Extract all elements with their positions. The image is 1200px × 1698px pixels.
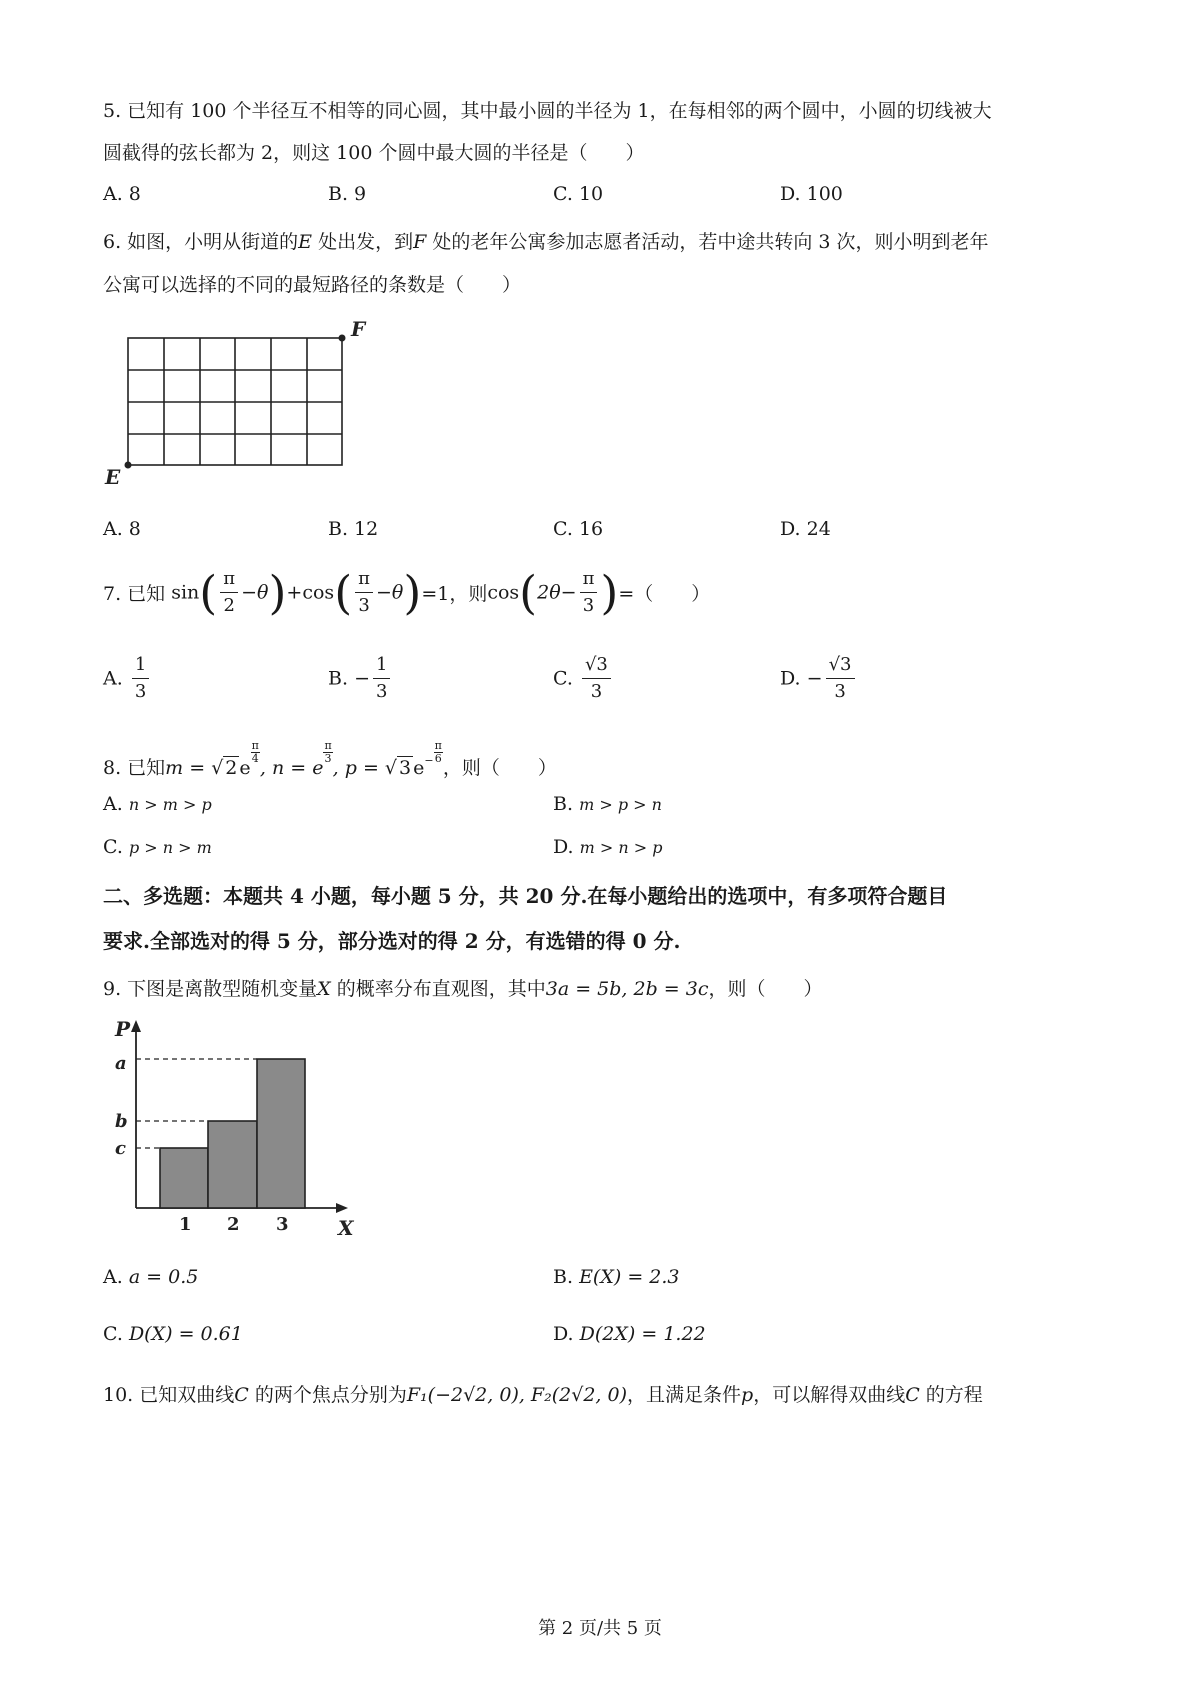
q7-equation: 7. 已知 sin( $\frac{\pi}{2}$ −θ)+cos( $\frac{\pi}{3}$ −θ)=1，则cos(2θ− $\frac{\pi}{3}$ )=（ ） [103, 565, 711, 620]
q8-option-d: D. m > n > p [553, 836, 663, 858]
q5-option-d: D. 100 [780, 183, 843, 205]
q5-option-a: A. 8 [103, 183, 141, 205]
q6-line2: 公寓可以选择的不同的最短路径的条数是（ ） [103, 274, 522, 296]
bar-x2 [208, 1121, 257, 1208]
q10-stem: 10. 已知双曲线C 的两个焦点分别为F₁(−2√2, 0), F₂(2√2, 0)，且满足条件p，可以解得双曲线C 的方程 [103, 1384, 983, 1406]
y-axis-arrow [131, 1020, 141, 1032]
q5-option-b: B. 9 [328, 183, 367, 205]
level-label-c: c [115, 1138, 126, 1159]
tick-2: 2 [227, 1214, 240, 1235]
section2-line2: 要求.全部选对的得 5 分，部分选对的得 2 分，有选错的得 0 分. [103, 929, 681, 953]
point-e [125, 462, 132, 469]
x-axis-arrow [336, 1203, 348, 1213]
level-label-a: a [115, 1053, 127, 1074]
q8-option-c: C. p > n > m [103, 836, 212, 858]
street-grid-figure [95, 318, 385, 493]
q8-option-a: A. n > m > p [103, 793, 212, 815]
q5-option-c: C. 10 [553, 183, 604, 205]
q7-option-a: A. $\frac{1}{3}$ [103, 652, 152, 705]
page-footer: 第 2 页/共 5 页 [538, 1618, 662, 1639]
q7-option-b: B. − $\frac{1}{3}$ [328, 652, 393, 705]
x-axis-label: X [338, 1216, 354, 1240]
q9-option-b: B. E(X) = 2.3 [553, 1266, 680, 1288]
q6-option-a: A. 8 [103, 518, 141, 540]
q7-option-c: C. $\frac{√3}{3}$ [553, 652, 614, 705]
q7-option-d: D. − $\frac{√3}{3}$ [780, 652, 858, 705]
tick-1: 1 [179, 1214, 192, 1235]
q6-option-d: D. 24 [780, 518, 831, 540]
y-axis-label: P [115, 1017, 131, 1041]
level-label-b: b [115, 1111, 128, 1132]
label-e: E [105, 465, 121, 489]
q6-option-b: B. 12 [328, 518, 379, 540]
q9-option-c: C. D(X) = 0.61 [103, 1323, 243, 1345]
q6-option-c: C. 16 [553, 518, 604, 540]
q9-option-a: A. a = 0.5 [103, 1266, 199, 1288]
section2-line1: 二、多选题：本题共 4 小题，每小题 5 分，共 20 分.在每小题给出的选项中，有多项符合题目 [103, 884, 948, 908]
q8-stem: 8. 已知m = √ 2 e $\frac{\pi}{4}$ , n = e $\frac{\pi}{3}$ , p = √ 3 e− $\frac{\pi}{6}$ ，则（ ） [103, 739, 557, 779]
q5-line2: 圆截得的弦长都为 2，则这 100 个圆中最大圆的半径是（ ） [103, 142, 645, 164]
bar-x1 [160, 1148, 208, 1208]
q5-line1: 5. 已知有 100 个半径互不相等的同心圆，其中最小圆的半径为 1，在每相邻的两个圆中，小圆的切线被大 [103, 100, 992, 122]
label-f: F [351, 318, 366, 341]
bar-x3 [257, 1059, 305, 1208]
q6-line1: 6. 如图，小明从街道的E 处出发，到F 处的老年公寓参加志愿者活动，若中途共转向 3 次，则小明到老年 [103, 231, 989, 253]
probability-histogram [100, 1012, 370, 1240]
q9-option-d: D. D(2X) = 1.22 [553, 1323, 706, 1345]
q8-option-b: B. m > p > n [553, 793, 662, 815]
point-f [339, 335, 346, 342]
tick-3: 3 [276, 1214, 289, 1235]
q9-stem: 9. 下图是离散型随机变量X 的概率分布直观图，其中3a = 5b, 2b = 3c，则（ ） [103, 978, 823, 1000]
